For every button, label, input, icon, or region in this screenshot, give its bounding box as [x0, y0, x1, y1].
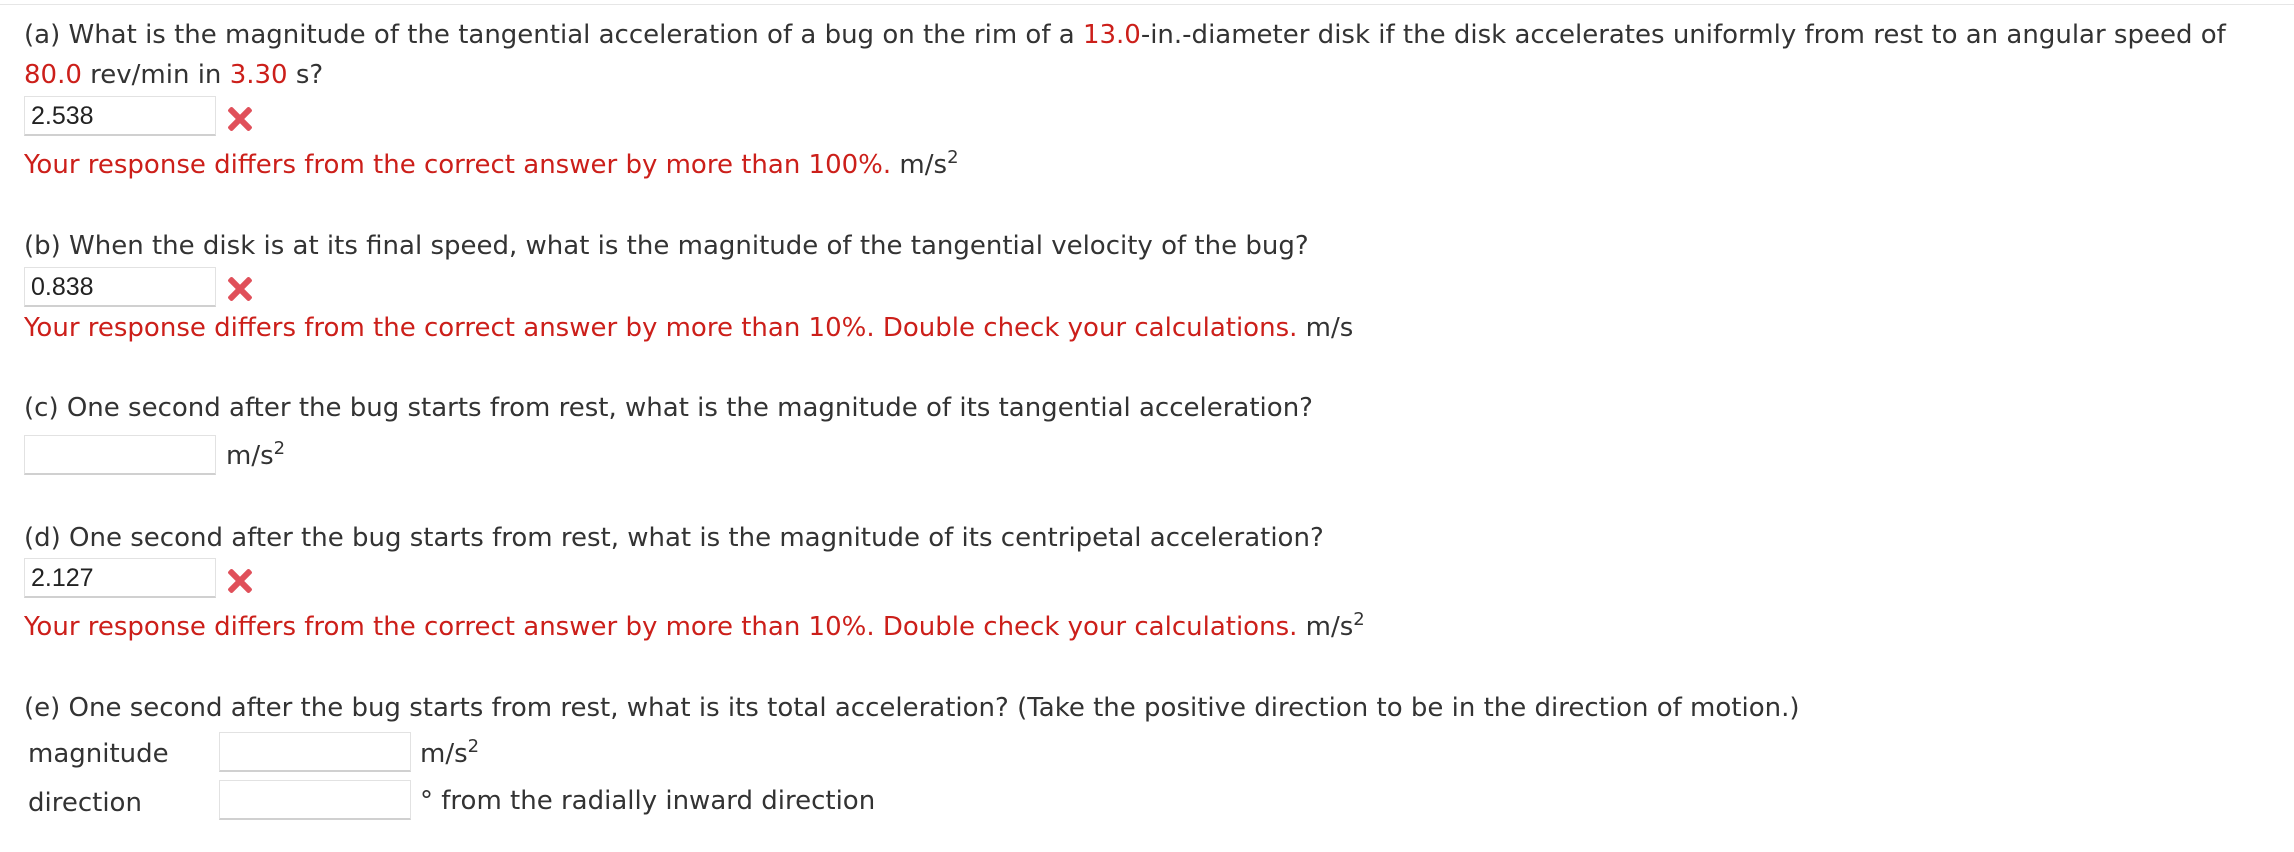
question-e: (e) One second after the bug starts from rest, what is its total acceleration? (Take the positive direction to be in the direction of motion.): [24, 693, 1800, 723]
question-a-mid2: rev/min in: [81, 60, 230, 90]
feedback-d-line: [24, 610, 1365, 644]
unit-c: $m/s^2$: [226, 438, 286, 471]
x-mark-icon: [224, 566, 254, 596]
unit-b: m/s: [1305, 313, 1354, 343]
question-b: (b) When the disk is at its final speed, what is the magnitude of the tangential velocity of the bug?: [24, 231, 1309, 261]
unit-a: $m/s^2$: [899, 147, 959, 180]
question-a-prefix: (a) What is the magnitude of the tangential acceleration of a bug on the rim of a: [24, 20, 1083, 50]
feedback-b-line: [24, 311, 1353, 345]
direction-unit: ° from the radially inward direction: [420, 786, 876, 816]
magnitude-label: magnitude: [28, 739, 169, 769]
question-a-end: s?: [287, 60, 324, 90]
feedback-a-line: [24, 148, 959, 182]
question-a-line1: [24, 18, 2226, 52]
question-a-diameter: 13.0: [1082, 20, 1141, 50]
question-d: (d) One second after the bug starts from rest, what is the magnitude of its centripetal acceleration?: [24, 523, 1324, 553]
answer-a-input[interactable]: 2.538: [24, 96, 216, 136]
magnitude-unit: $m/s^2$: [420, 736, 480, 769]
x-mark-icon: [224, 274, 254, 304]
answer-c-input[interactable]: [24, 435, 216, 475]
question-a-mid: -in.-diameter disk if the disk accelerates uniformly from rest to an angular speed of: [1140, 20, 2226, 50]
answer-b-input[interactable]: 0.838: [24, 267, 216, 307]
x-mark-icon: [224, 104, 254, 134]
top-divider: [0, 4, 2294, 5]
question-a-speed: 80.0: [24, 60, 82, 90]
feedback-a: Your response differs from the correct answer by more than 100%.: [24, 150, 892, 180]
question-c: (c) One second after the bug starts from rest, what is the magnitude of its tangential acceleration?: [24, 393, 1313, 423]
question-a-time: 3.30: [229, 60, 288, 90]
answer-d-input[interactable]: 2.127: [24, 558, 216, 598]
direction-input[interactable]: [219, 780, 411, 820]
unit-d: $m/s^2$: [1305, 609, 1365, 642]
question-a-line2: [24, 58, 323, 92]
feedback-b: Your response differs from the correct answer by more than 10%. Double check your calculations.: [24, 313, 1298, 343]
direction-label: direction: [28, 788, 142, 818]
magnitude-input[interactable]: [219, 732, 411, 772]
feedback-d: Your response differs from the correct answer by more than 10%. Double check your calculations.: [24, 612, 1298, 642]
